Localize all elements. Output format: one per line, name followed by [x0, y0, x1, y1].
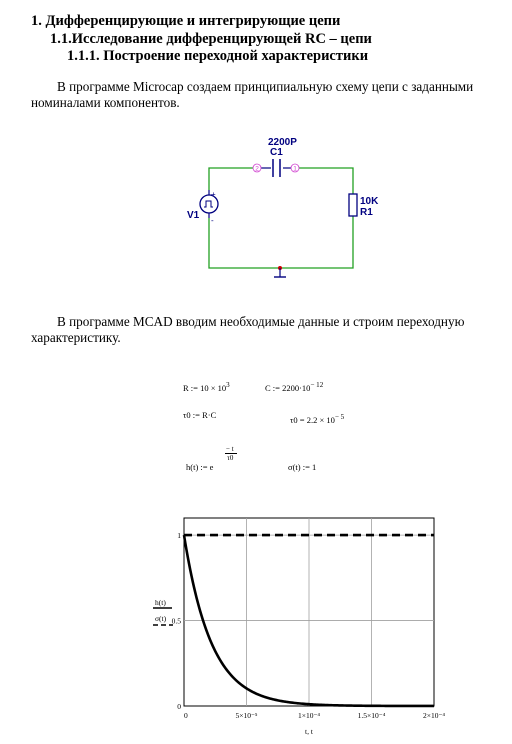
cap-name: C1 [270, 147, 283, 158]
cap-pin-right: 1 [293, 165, 297, 173]
x-tick-label: 0 [184, 711, 188, 720]
y-tick-label: 0.5 [171, 616, 181, 626]
y-tick-label: 0 [177, 702, 181, 711]
x-tick-label: 5×10⁻⁵ [235, 711, 258, 720]
heading-1: 1. Дифференцирующие и интегрирующие цепи [31, 13, 341, 29]
h-definition: h(t) := e − t τ0 [186, 445, 276, 475]
sigma-definition: σ(t) := 1 [288, 462, 317, 472]
cap-value: 2200P [268, 137, 297, 148]
circuit-schematic [185, 130, 379, 285]
x-tick-label: 2×10⁻⁴ [422, 711, 446, 720]
x-tick-label: 1×10⁻⁴ [297, 711, 321, 720]
source-minus: - [211, 216, 214, 225]
heading-3: 1.1.1. Построение переходной характеристики [67, 48, 369, 64]
paragraph-microcap: В программе Microcap создаем принципиальную схему цепи с заданными номиналами компонентов. [31, 79, 474, 110]
tau-definition: τ0 := R·C [183, 410, 217, 420]
r-definition: R := $10 \times 10^3$ [183, 381, 230, 393]
capacitor-c1 [253, 137, 299, 177]
heading-2: 1.1.Исследование дифференцирующей RC – цепи [50, 31, 372, 47]
x-axis-label: t, t [305, 727, 313, 736]
x-tick-label: 1.5×10⁻⁴ [357, 711, 386, 720]
transient-plot [0, 510, 512, 744]
y-label-sigma: σ(t) [155, 614, 167, 623]
resistor-r1 [349, 194, 379, 218]
y-label-h: h(t) [155, 598, 166, 607]
y-tick-label: 1 [177, 531, 181, 541]
source-name: V1 [187, 210, 200, 221]
res-value: 10K [360, 196, 379, 207]
voltage-source-v1 [187, 190, 218, 225]
res-name: R1 [360, 207, 373, 218]
tau-result: $\tau 0 = 2.2 \times 10^{- 5}$ [290, 413, 345, 425]
source-plus: + [211, 190, 216, 199]
cap-pin-left: 2 [255, 165, 259, 173]
paragraph-mcad: В программе MCAD вводим необходимые данные и строим переходную характеристику. [31, 314, 465, 345]
c-definition: C := $2200\cdot 10^{- 12}$ [265, 381, 324, 393]
